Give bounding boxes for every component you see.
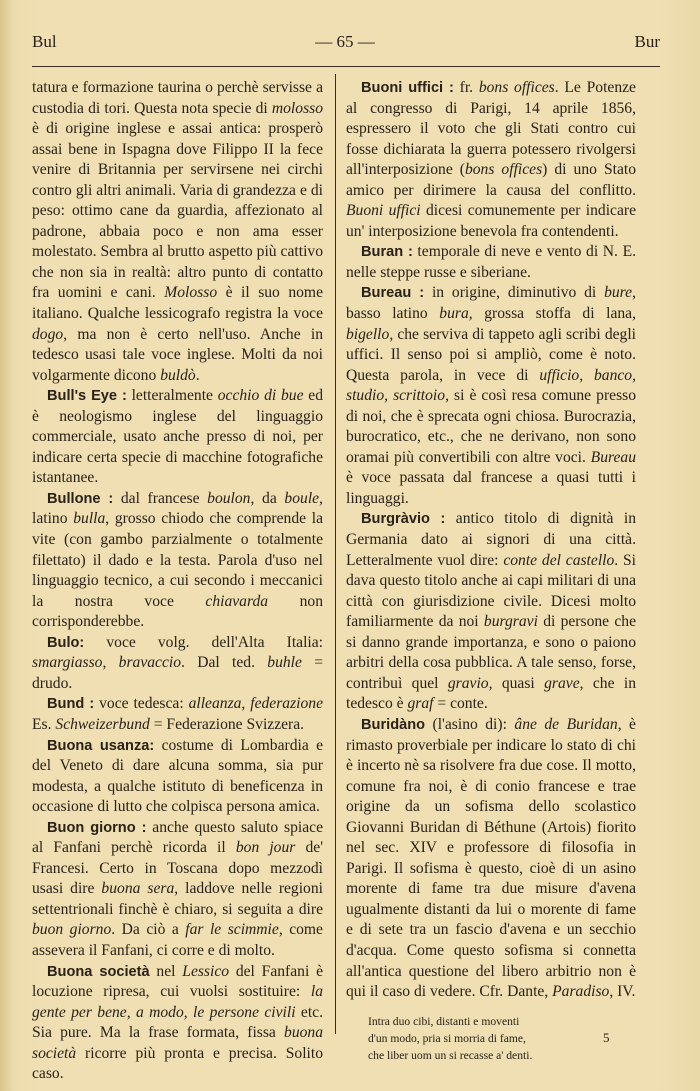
quote-line: Intra duo cibi, distanti e moventi [368, 1014, 520, 1028]
entry-buoni-uffici: Buoni uffici : fr. bons offices. Le Potenze al congresso di Parigi, 14 aprile 1856, espressero il voto che gli Stati contro cui fosse dichiarata la guerra potessero rivolgersi all'interposizione (bons offices) di uno Stato amico per dirimere la causa del conflitto. Buoni uffici dicesi comunemente per indicare un' interposizione benevola fra contendenti. [346, 79, 636, 240]
entry-buran: Buran : temporale di neve e vento di N. E. nelle steppe russe e siberiane. [346, 243, 636, 281]
header-rule [32, 66, 660, 67]
headword: Bullone : [47, 490, 114, 507]
headword: Bureau : [361, 285, 425, 302]
entry-bullone: Bullone : dal francese boulon, da boule, latino bulla, grosso chiodo che comprende la vite (con gambo parzialmente o totalmente filettato) il dado e la testa. Parola d'uso nel linguaggio tecnico, a cui secondo i meccanici la nostra voce chiavarda non corrisponderebbe. [32, 489, 323, 631]
entry-continuation: tatura e formazione taurina o perchè servisse a custodia di tori. Questa nota specie di molosso è di origine inglese e assai antica: prosperò assai bene in Ispagna dove Filippo II la fece venire di Britannia per servirsene nei circhi contro gli altri animali. Varia di grandezza e di peso: ottimo cane da guardia, affezionato al padrone, abbaia poco e non ama esser molestato. Sembra al brutto aspetto più cattivo che non sia in realtà: altro punto di contatto fra uomini e cani. Molosso è il suo nome italiano. Qualche lessicografo registra la voce dogo, ma non è certo nell'uso. Anche in tedesco usasi tale voce inglese. Molti da noi volgarmente dicono buldò. [32, 79, 323, 384]
entry-buon-giorno: Buon giorno : anche questo saluto spiace al Fanfani perchè ricorda il bon jour de' Francesi. Certo in Toscana dopo mezzodì usasi dire buona sera, laddove nelle regioni settentrionali finchè è chiaro, si seguita a dire buon giorno. Da ciò a far le scimmie, come assevera il Fanfani, ci corre e di molto. [32, 818, 324, 959]
running-header [30, 32, 660, 56]
signature-mark: 5 [603, 1030, 610, 1045]
headword: Buon giorno : [47, 819, 147, 836]
left-column [32, 78, 323, 1085]
entry-bund: Bund : voce tedesca: alleanza, federazione Es. Schweizerbund = Federazione Svizzera. [32, 695, 323, 733]
headword: Buona usanza: [47, 737, 155, 754]
entry-burgravio: Burgràvio : antico titolo di dignità in Germania dato ai signori di una città. Letteralmente vuol dire: conte del castello. Si dava questo titolo anche ai capi militari di una città con giurisdizione civile. Dicesi molto familiarmente da noi burgravi di persone che si danno grande importanza, e sono o paiono arbitri della cosa pubblica. A tale senso, forse, contribuì quel gravio, quasi grave, che in tedesco è graf = conte. [346, 510, 636, 713]
entry-bulo: Bulo: voce volg. dell'Alta Italia: smargiasso, bravaccio. Dal ted. buhle = drudo. [32, 633, 324, 692]
headword: Buoni uffici : [361, 80, 454, 96]
header-left-guideword: Bul [32, 32, 57, 51]
headword: Burgràvio : [361, 511, 446, 528]
entry-bulls-eye: Bull's Eye : letteralmente occhio di bue ed è neologismo inglese del linguaggio commerciale, usato anche presso di noi, per indicare certa specie di macchine fotografiche istantanee. [32, 387, 323, 487]
dante-quotation [346, 1013, 636, 1064]
page-number: — 65 — [315, 32, 375, 51]
entry-bureau: Bureau : in origine, diminutivo di bure, basso latino bura, grossa stoffa di lana, bigello, che serviva di tappeto agli scribi degli uffici. Il senso poi si ampliò, come è noto. Questa parola, in vece di ufficio, banco, studio, scrittoio, si è così resa comune presso di noi, che è sprecata ogni chiosa. Burocrazia, burocratico, etc., che ne derivano, non sono oramai più convertibili con altre voci. Bureau è voce passata dal francese a quasi tutti i linguaggi. [346, 284, 637, 507]
headword: Buran : [361, 244, 413, 261]
column-divider [335, 74, 336, 1034]
right-column [346, 78, 636, 1064]
header-right-guideword: Bur [634, 32, 660, 51]
entry-buridano: Buridàno (l'asino di): âne de Buridan, è rimasto proverbiale per indicare lo stato di chi è incerto nè sa risolvere fra due cose. Il motto, comune fra noi, è di conio francese e trae origine da un sofisma dello scolastico Giovanni Buridan di Béthune (Artois) fiorito nel sec. XIV e professore di filosofia in Parigi. Il sofisma è questo, cioè di un asino morente di fame tra due misure d'avena ugualmente distanti da lui o morente di fame e di sete tra un fascio d'avena e un secchio d'acqua. Come questo sofisma si connetta all'antica questione del libero arbitrio non è qui il caso di vedere. Cfr. Dante, Paradiso, IV. [346, 715, 636, 1001]
quote-line: d'un modo, pria si morria di fame, [368, 1031, 526, 1045]
quote-line: che liber uom un si recasse a' denti. [368, 1048, 533, 1062]
entry-buona-usanza: Buona usanza: costume di Lombardia e del Veneto di dare alcuna somma, sia pur modesta, a qualche istituto di beneficenza in occasione di lutto che colpisca persona amica. [32, 736, 323, 816]
entry-buona-societa: Buona società nel Lessico del Fanfani è locuzione ripresa, cui vuolsi sostituire: la gente per bene, a modo, le persone civili etc. Sia pure. Ma la frase formata, fissa buona società ricorre più pronta e precisa. Solito caso. [32, 962, 323, 1083]
headword: Buona società [47, 963, 150, 980]
headword: Bund : [47, 696, 95, 713]
headword: Bull's Eye : [47, 388, 127, 405]
headword: Buridàno [361, 716, 426, 733]
headword: Bulo: [47, 634, 85, 651]
